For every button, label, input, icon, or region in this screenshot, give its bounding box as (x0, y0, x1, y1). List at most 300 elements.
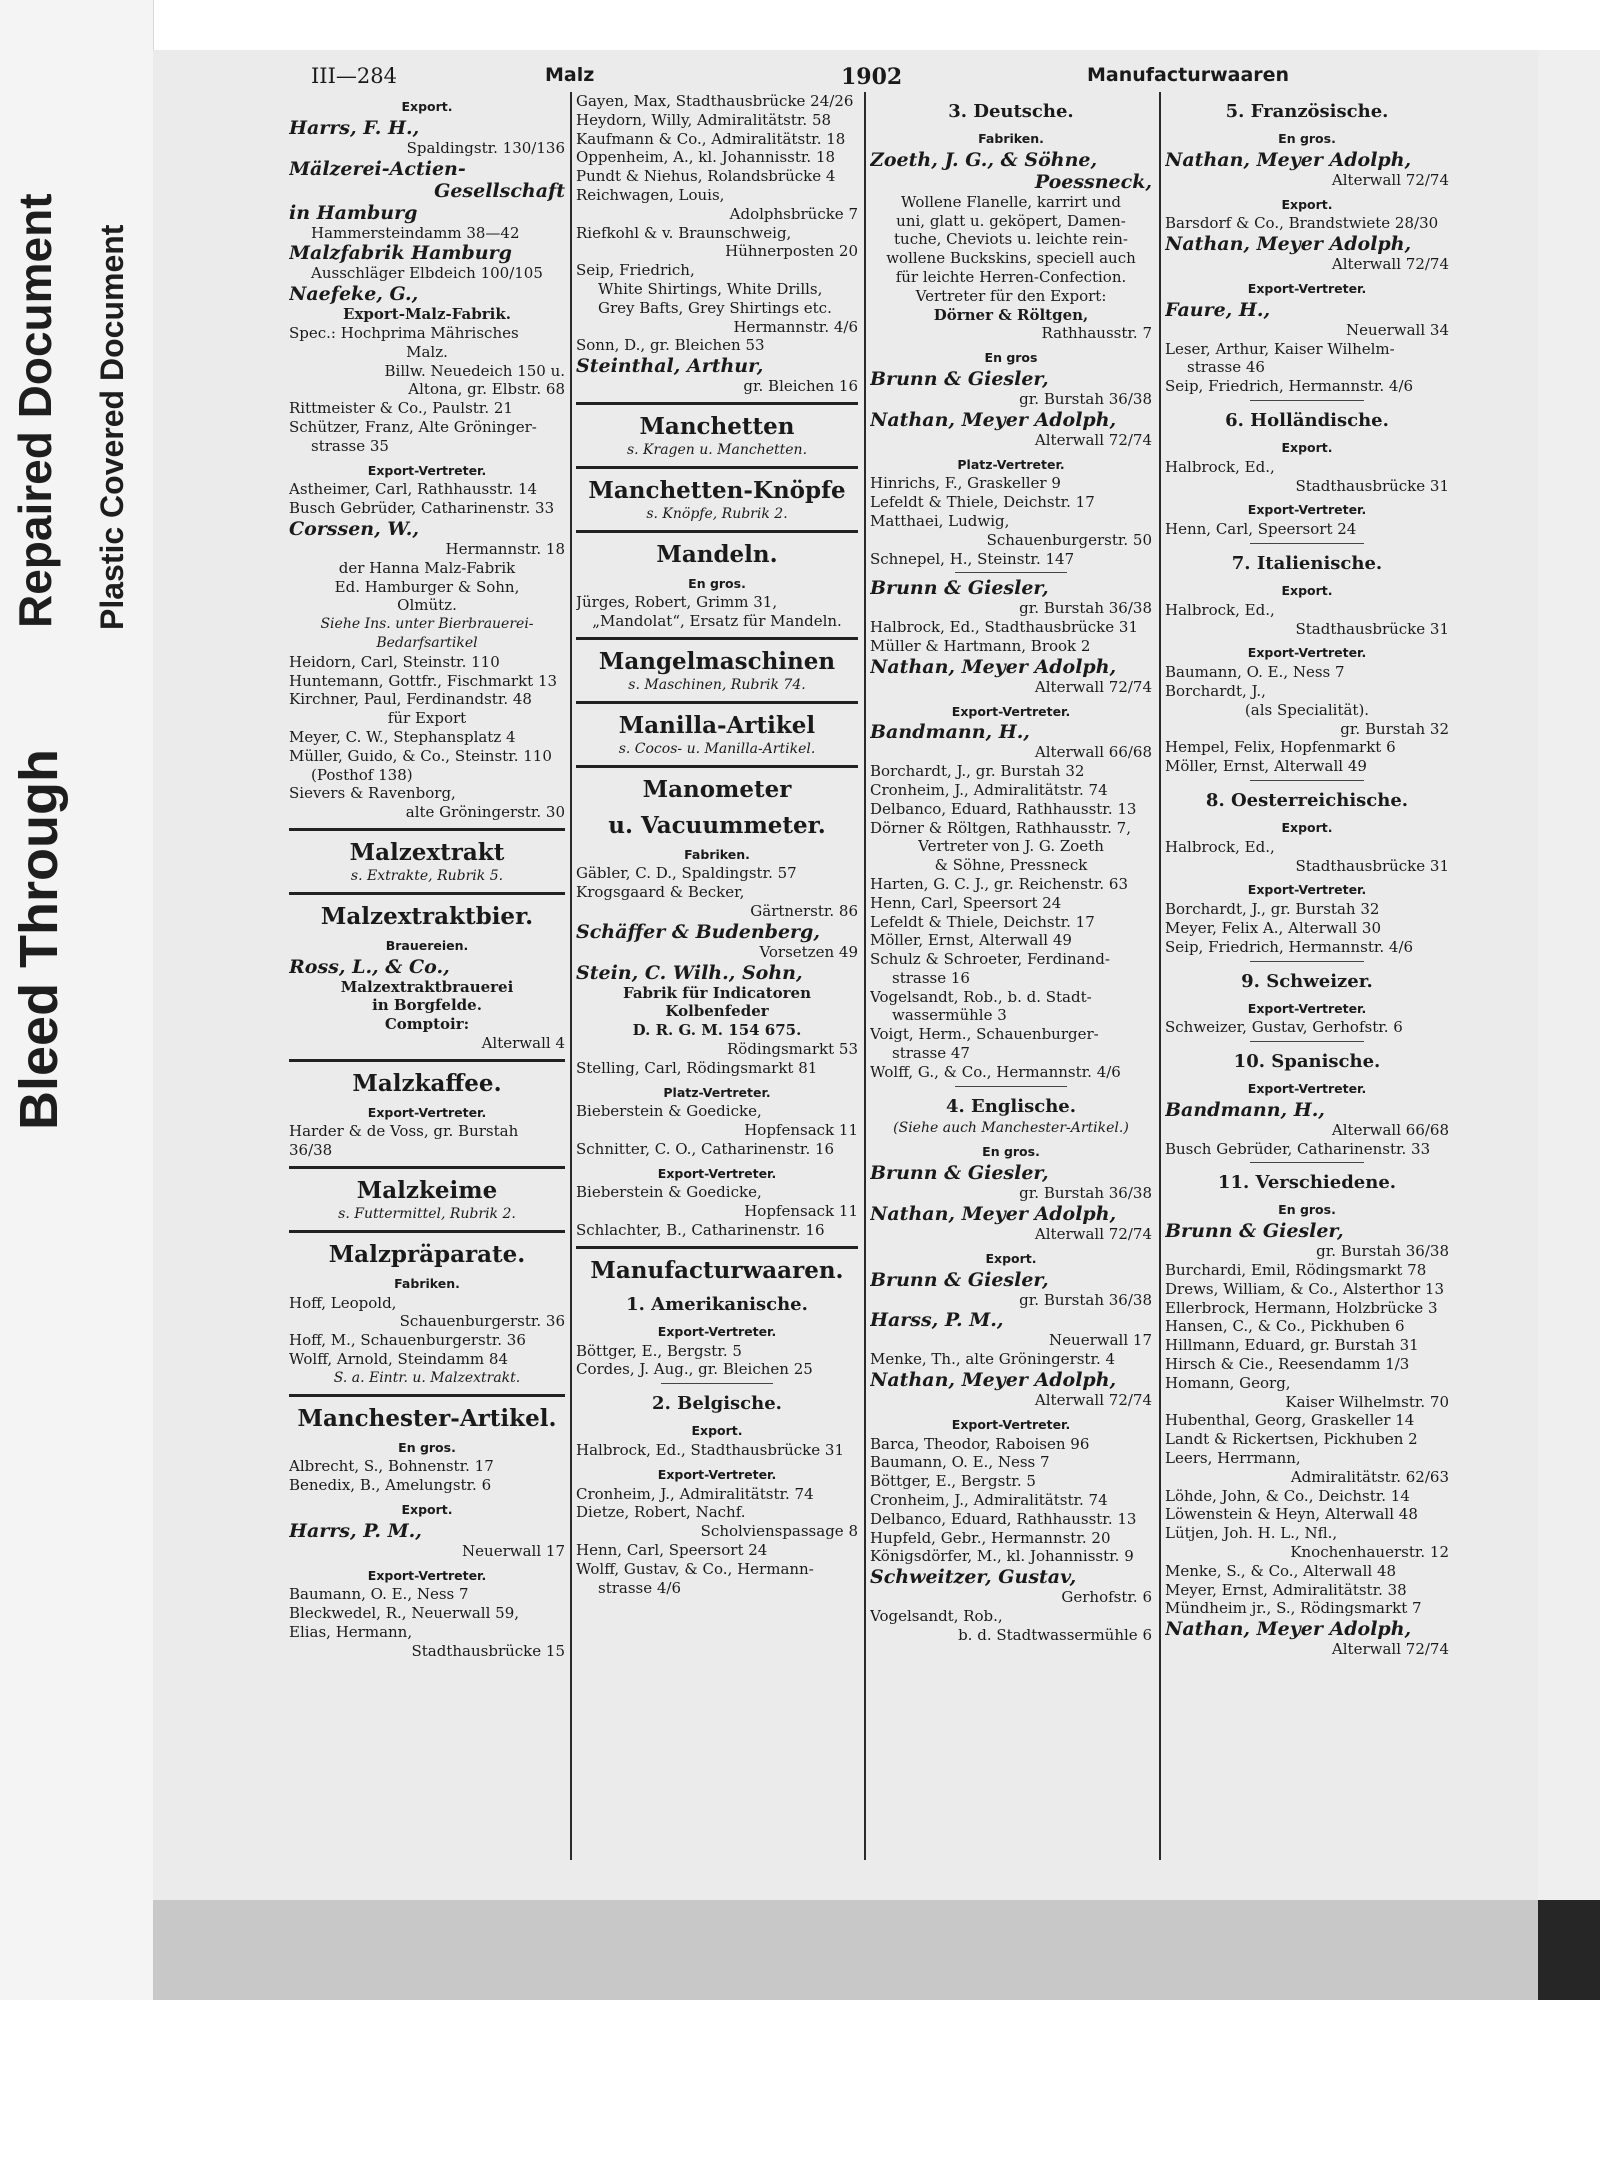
directory-entry: Baumann, O. E., Ness 7 (1165, 663, 1345, 682)
column-rule (1159, 92, 1161, 1860)
directory-entry: Export. (1281, 196, 1333, 212)
section-heading: 2. Belgische. (652, 1393, 782, 1415)
directory-entry: Königsdörfer, M., kl. Johannisstr. 9 (870, 1547, 1134, 1566)
section-rule (576, 701, 858, 704)
directory-entry: Lefeldt & Thiele, Deichstr. 17 (870, 912, 1095, 931)
directory-entry: Oppenheim, A., kl. Johannisstr. 18 (576, 148, 836, 167)
section-rule (576, 402, 858, 405)
directory-entry: strasse 47 (892, 1044, 970, 1063)
directory-entry: Lefeldt & Thiele, Deichstr. 17 (870, 493, 1095, 512)
directory-entry: Halbrock, Ed., Stadthausbrücke 31 (576, 1441, 845, 1460)
page-year: 1902 (841, 64, 903, 90)
directory-entry: alte Gröningerstr. 30 (405, 803, 565, 822)
directory-entry: Gäbler, C. D., Spaldingstr. 57 (576, 864, 797, 883)
section-heading: Malzextraktbier. (320, 902, 534, 930)
directory-entry: Sonn, D., gr. Bleichen 53 (576, 336, 765, 355)
directory-entry: Meyer, Felix A., Alterwall 30 (1165, 918, 1382, 937)
directory-entry: Export-Vertreter. (1247, 645, 1367, 661)
directory-entry: Meyer, Ernst, Admiralitätstr. 38 (1165, 1580, 1407, 1599)
directory-entry: Alterwall 66/68 (1331, 1120, 1449, 1139)
directory-entry: Löhde, John, & Co., Deichstr. 14 (1165, 1486, 1410, 1505)
page-keyword-left: Malz (545, 64, 595, 86)
directory-entry: Export. (985, 1250, 1037, 1266)
directory-entry: Barca, Theodor, Raboisen 96 (870, 1434, 1090, 1453)
directory-entry: Admiralitätstr. 62/63 (1290, 1467, 1449, 1486)
directory-entry: Halbrock, Ed., (1165, 837, 1275, 856)
column-3 (870, 92, 1152, 1860)
section-heading: 10. Spanische. (1233, 1051, 1381, 1073)
directory-entry: Fabriken. (684, 846, 750, 862)
section-rule (289, 1166, 565, 1169)
directory-entry: gr. Burstah 32 (1340, 719, 1449, 738)
directory-entry: Kirchner, Paul, Ferdinandstr. 48 (289, 690, 532, 709)
section-heading: 5. Französische. (1225, 101, 1389, 122)
directory-entry: in Hamburg (289, 201, 418, 224)
directory-entry: Hinrichs, F., Graskeller 9 (870, 474, 1061, 493)
directory-entry: Gärtnerstr. 86 (750, 901, 858, 920)
directory-entry: Export-Vertreter. (1247, 280, 1367, 296)
directory-entry: Seip, Friedrich, (576, 261, 695, 280)
directory-entry: Rittmeister & Co., Paulstr. 21 (289, 399, 513, 418)
directory-entry: Hoff, M., Schauenburgerstr. 36 (289, 1331, 526, 1350)
directory-entry: Olmütz. (397, 596, 457, 615)
directory-entry: Dörner & Röltgen, (933, 305, 1089, 324)
directory-entry: Harss, P. M., (870, 1309, 1004, 1332)
section-rule (661, 1383, 774, 1384)
directory-entry: Reichwagen, Louis, (576, 185, 725, 204)
directory-page (153, 50, 1541, 1900)
directory-entry: Rödingsmarkt 53 (727, 1039, 858, 1058)
directory-entry: Platz-Vertreter. (957, 456, 1065, 472)
directory-entry: Knochenhauerstr. 12 (1290, 1543, 1449, 1562)
directory-entry: Leser, Arthur, Kaiser Wilhelm- (1165, 339, 1395, 358)
section-heading: Manufacturwaaren. (590, 1256, 844, 1284)
directory-entry: Müller, Guido, & Co., Steinstr. 110 (289, 746, 552, 765)
directory-entry: Benedix, B., Amelungstr. 6 (289, 1476, 492, 1495)
directory-entry: Alterwall 66/68 (1034, 743, 1152, 762)
directory-entry: in Borgfelde. (372, 996, 482, 1015)
directory-entry: Export. (1281, 439, 1333, 455)
directory-entry: Brunn & Giesler, (1165, 1220, 1344, 1243)
directory-entry: Astheimer, Carl, Rathhausstr. 14 (289, 480, 538, 499)
directory-entry: Alterwall 72/74 (1034, 1391, 1152, 1410)
directory-entry: Wolff, Gustav, & Co., Hermann- (576, 1559, 814, 1578)
directory-entry: s. Futtermittel, Rubrik 2. (338, 1206, 516, 1223)
label-bleed-through: Bleed Through (9, 749, 69, 1130)
directory-entry: Borchardt, J., gr. Burstah 32 (870, 762, 1085, 781)
directory-entry: Export-Vertreter. (657, 1165, 777, 1181)
section-rule (289, 892, 565, 895)
directory-entry: Henn, Carl, Speersort 24 (1165, 520, 1357, 539)
directory-entry: tuche, Cheviots u. leichte rein- (894, 230, 1128, 249)
directory-entry: Hühnerposten 20 (725, 242, 858, 261)
directory-entry: Export-Vertreter. (951, 703, 1071, 719)
directory-entry: Sievers & Ravenborg, (289, 784, 456, 803)
directory-entry: D. R. G. M. 154 675. (632, 1021, 802, 1040)
directory-entry: Bieberstein & Goedicke, (576, 1102, 762, 1121)
directory-entry: Hirsch & Cie., Reesendamm 1/3 (1165, 1355, 1410, 1374)
directory-entry: S. a. Eintr. u. Malzextrakt. (333, 1369, 521, 1386)
section-heading: Malzkeime (356, 1177, 498, 1205)
directory-entry: Voigt, Herm., Schauenburger- (870, 1025, 1099, 1044)
directory-entry: Möller, Ernst, Alterwall 49 (870, 931, 1072, 950)
directory-entry: Seip, Friedrich, Hermannstr. 4/6 (1165, 377, 1414, 396)
directory-entry: Export-Vertreter. (1247, 1000, 1367, 1016)
directory-entry: s. Kragen u. Manchetten. (626, 441, 808, 458)
column-4 (1165, 92, 1449, 1860)
directory-entry: gr. Burstah 36/38 (1019, 599, 1152, 618)
directory-entry: Hansen, C., & Co., Pickhuben 6 (1165, 1317, 1405, 1336)
section-heading: 8. Oesterreichische. (1205, 789, 1409, 811)
directory-entry: (Posthof 138) (311, 765, 413, 784)
directory-entry: Neuerwall 17 (462, 1541, 565, 1560)
label-plastic-covered-document: Plastic Covered Document (94, 224, 130, 630)
directory-entry: Alterwall 72/74 (1331, 1640, 1449, 1659)
section-heading: Manilla-Artikel (618, 711, 816, 739)
directory-entry: Busch Gebrüder, Catharinenstr. 33 (1165, 1139, 1431, 1158)
directory-entry: Mündheim jr., S., Rödingsmarkt 7 (1165, 1599, 1422, 1618)
directory-entry: Brunn & Giesler, (870, 577, 1049, 600)
directory-entry: Brunn & Giesler, (870, 1268, 1049, 1291)
directory-entry: Export-Vertreter. (657, 1323, 777, 1339)
directory-entry: Schäffer & Budenberg, (576, 920, 820, 943)
directory-entry: Hopfensack 11 (744, 1121, 858, 1140)
directory-entry: Delbanco, Eduard, Rathhausstr. 13 (870, 1509, 1137, 1528)
directory-entry: En gros (984, 350, 1038, 366)
directory-entry: für Export (387, 709, 467, 728)
directory-entry: Hempel, Felix, Hopfenmarkt 6 (1165, 738, 1396, 757)
directory-entry: Burchardi, Emil, Rödingsmarkt 78 (1165, 1261, 1427, 1280)
directory-entry: Pundt & Niehus, Rolandsbrücke 4 (576, 167, 836, 186)
directory-entry: Vertreter für den Export: (915, 286, 1107, 305)
directory-entry: Kaiser Wilhelmstr. 70 (1285, 1392, 1449, 1411)
section-heading: Mandeln. (656, 540, 778, 568)
directory-entry: Drews, William, & Co., Alsterthor 13 (1165, 1279, 1445, 1298)
directory-entry: Schauenburgerstr. 50 (986, 530, 1152, 549)
directory-entry: Neuerwall 17 (1049, 1331, 1152, 1350)
section-rule (576, 530, 858, 533)
directory-entry: wassermühle 3 (892, 1006, 1007, 1025)
directory-entry: Möller, Ernst, Alterwall 49 (1165, 757, 1367, 776)
directory-entry: Cronheim, J., Admiralitätstr. 74 (870, 780, 1108, 799)
section-rule (289, 1059, 565, 1062)
adjacent-page-strip (1538, 50, 1600, 2000)
directory-entry: Alterwall 72/74 (1034, 1225, 1152, 1244)
directory-entry: Export. (1281, 582, 1333, 598)
directory-entry: Export-Vertreter. (367, 1104, 487, 1120)
directory-entry: Dietze, Robert, Nachf. (576, 1503, 746, 1522)
directory-entry: Ross, L., & Co., (289, 955, 450, 978)
directory-entry: Schweizer, Gustav, Gerhofstr. 6 (1165, 1018, 1403, 1037)
directory-entry: Borchardt, J., gr. Burstah 32 (1165, 900, 1380, 919)
directory-entry: Hoff, Leopold, (289, 1293, 397, 1312)
directory-entry: Schlachter, B., Catharinenstr. 16 (576, 1221, 825, 1240)
column-rule (864, 92, 866, 1860)
annotation-sidebar (0, 0, 154, 2000)
directory-entry: gr. Bleichen 16 (743, 377, 858, 396)
scanned-page (153, 50, 1600, 2000)
directory-entry: Malzextraktbrauerei (340, 977, 514, 996)
directory-entry: Schulz & Schroeter, Ferdinand- (870, 950, 1110, 969)
directory-entry: (als Specialität). (1244, 700, 1370, 719)
directory-entry: Nathan, Meyer Adolph, (870, 408, 1117, 431)
section-rule (955, 1086, 1068, 1087)
directory-entry: Hillmann, Eduard, gr. Burstah 31 (1165, 1336, 1419, 1355)
directory-entry: Alterwall 4 (481, 1033, 565, 1052)
directory-entry: En gros. (398, 1439, 456, 1455)
directory-entry: Schweitzer, Gustav, (870, 1566, 1077, 1589)
directory-entry: Brunn & Giesler, (870, 367, 1049, 390)
directory-entry: Heidorn, Carl, Steinstr. 110 (289, 652, 500, 671)
directory-entry: Stadthausbrücke 31 (1295, 619, 1449, 638)
directory-entry: Comptoir: (384, 1015, 470, 1034)
directory-entry: Export-Vertreter. (1247, 502, 1367, 518)
directory-entry: s. Knöpfe, Rubrik 2. (646, 505, 788, 522)
directory-entry: Lütjen, Joh. H. L., Nfl., (1165, 1524, 1338, 1543)
directory-entry: Meyer, C. W., Stephansplatz 4 (289, 727, 516, 746)
directory-entry: Böttger, E., Bergstr. 5 (870, 1472, 1036, 1491)
directory-entry: Henn, Carl, Speersort 24 (576, 1541, 768, 1560)
directory-entry: Nathan, Meyer Adolph, (870, 1203, 1117, 1226)
directory-entry: Corssen, W., (289, 517, 419, 540)
directory-entry: Albrecht, S., Bohnenstr. 17 (289, 1457, 494, 1476)
directory-entry: wollene Buckskins, speciell auch (886, 249, 1136, 268)
directory-entry: En gros. (982, 1144, 1040, 1160)
directory-entry: Menke, Th., alte Gröningerstr. 4 (870, 1350, 1116, 1369)
directory-entry: Stein, C. Wilh., Sohn, (576, 961, 803, 984)
section-rule (289, 1230, 565, 1233)
strip-shadow (1538, 1900, 1600, 2000)
directory-entry: Vertreter von J. G. Zoeth (918, 837, 1104, 856)
directory-entry: Nathan, Meyer Adolph, (870, 1369, 1117, 1392)
directory-entry: Rathhausstr. 7 (1041, 324, 1152, 343)
directory-entry: Harder & de Voss, gr. Burstah 36/38 (289, 1122, 519, 1160)
section-rule (1250, 780, 1364, 781)
section-heading: 6. Holländische. (1225, 409, 1389, 431)
directory-entry: Schauenburgerstr. 36 (399, 1312, 565, 1331)
section-rule (576, 466, 858, 469)
directory-entry: Stadthausbrücke 31 (1295, 856, 1449, 875)
directory-entry: Krogsgaard & Becker, (576, 883, 745, 902)
column-1 (289, 92, 565, 1860)
directory-entry: Schützer, Franz, Alte Gröninger- (289, 417, 537, 436)
section-heading: Mangelmaschinen (598, 647, 836, 675)
directory-entry: Alterwall 72/74 (1034, 430, 1152, 449)
directory-entry: Leers, Herrmann, (1165, 1449, 1301, 1468)
directory-entry: s. Maschinen, Rubrik 74. (628, 676, 806, 693)
directory-entry: Baumann, O. E., Ness 7 (289, 1585, 469, 1604)
section-heading: 9. Schweizer. (1241, 970, 1373, 992)
directory-entry: Faure, H., (1165, 298, 1271, 321)
directory-entry: Alterwall 72/74 (1331, 255, 1449, 274)
directory-entry: Export-Vertreter. (1247, 882, 1367, 898)
directory-entry: Stadthausbrücke 31 (1295, 476, 1449, 495)
directory-entry: Cronheim, J., Admiralitätstr. 74 (870, 1491, 1108, 1510)
directory-entry: Fabrik für Indicatoren (623, 983, 811, 1002)
directory-entry: Export-Vertreter. (657, 1466, 777, 1482)
label-repaired-document: Repaired Document (9, 193, 61, 628)
directory-entry: Fabriken. (978, 131, 1044, 146)
directory-entry: Hermannstr. 4/6 (733, 317, 858, 336)
directory-entry: „Mandolat“, Ersatz für Mandeln. (592, 612, 842, 631)
directory-entry: Kaufmann & Co., Admiralitätstr. 18 (576, 129, 846, 148)
directory-entry: s. Extrakte, Rubrik 5. (350, 867, 504, 884)
directory-entry: Brauereien. (385, 937, 469, 953)
directory-entry: Bleckwedel, R., Neuerwall 59, (289, 1604, 520, 1623)
page-keyword-right: Manufacturwaaren (1087, 64, 1290, 86)
section-heading: Manchetten-Knöpfe (588, 476, 846, 504)
directory-entry: uni, glatt u. geköpert, Damen- (896, 211, 1126, 230)
directory-entry: Barsdorf & Co., Brandstwiete 28/30 (1165, 214, 1439, 233)
section-heading: Manchetten (639, 412, 795, 440)
directory-entry: Kolbenfeder (665, 1002, 769, 1021)
directory-entry: En gros. (1278, 131, 1336, 146)
directory-entry: Bandmann, H., (1165, 1098, 1325, 1121)
directory-entry: Borchardt, J., (1165, 681, 1266, 700)
directory-entry: Halbrock, Ed., Stadthausbrücke 31 (870, 618, 1139, 637)
directory-entry: b. d. Stadtwassermühle 6 (958, 1625, 1152, 1644)
directory-entry: Gerhofstr. 6 (1061, 1588, 1152, 1607)
directory-entry: (Siehe auch Manchester-Artikel.) (893, 1119, 1129, 1136)
directory-entry: Harrs, P. M., (289, 1519, 422, 1542)
directory-entry: Ellerbrock, Hermann, Holzbrücke 3 (1165, 1298, 1438, 1317)
directory-entry: Export-Vertreter. (367, 462, 487, 478)
directory-entry: Scholvienspassage 8 (700, 1522, 858, 1541)
section-rule (1250, 961, 1364, 962)
section-rule (1250, 543, 1364, 544)
column-rule (570, 92, 572, 1860)
directory-entry: Stelling, Carl, Rödingsmarkt 81 (576, 1058, 818, 1077)
directory-entry: Vorsetzen 49 (759, 942, 858, 961)
directory-entry: Nathan, Meyer Adolph, (870, 655, 1117, 678)
section-heading: 4. Englische. (945, 1095, 1077, 1117)
directory-entry: Homann, Georg, (1165, 1373, 1291, 1392)
directory-entry: s. Cocos- u. Manilla-Artikel. (618, 740, 816, 757)
section-rule (576, 1246, 858, 1249)
section-heading: Malzpräparate. (328, 1240, 526, 1268)
directory-entry: Adolphsbrücke 7 (729, 204, 858, 223)
section-rule (1250, 1162, 1364, 1163)
section-heading: Malzkaffee. (352, 1069, 502, 1097)
directory-entry: gr. Burstah 36/38 (1019, 389, 1152, 408)
section-rule (289, 1394, 565, 1397)
directory-entry: Heydorn, Willy, Admiralitätstr. 58 (576, 110, 832, 129)
directory-entry: strasse 16 (892, 968, 970, 987)
section-heading: 1. Amerikanische. (626, 1293, 808, 1315)
section-rule (576, 637, 858, 640)
directory-entry: White Shirtings, White Drills, (598, 279, 823, 298)
directory-entry: Nathan, Meyer Adolph, (1165, 233, 1412, 256)
directory-entry: Hammersteindamm 38—42 (311, 223, 520, 242)
directory-entry: Export. (1281, 819, 1333, 835)
directory-entry: Baumann, O. E., Ness 7 (870, 1453, 1050, 1472)
directory-entry: Vogelsandt, Rob., (870, 1607, 1003, 1626)
directory-entry: Platz-Vertreter. (663, 1084, 771, 1100)
directory-entry: Ausschläger Elbdeich 100/105 (311, 264, 543, 283)
directory-entry: Ed. Hamburger & Sohn, (334, 577, 520, 596)
directory-entry: & Söhne, Pressneck (934, 856, 1088, 875)
section-heading: 3. Deutsche. (948, 101, 1074, 122)
directory-entry: Nathan, Meyer Adolph, (1165, 1618, 1412, 1641)
directory-entry: Hermannstr. 18 (445, 539, 565, 558)
directory-entry: Menke, S., & Co., Alterwall 48 (1165, 1561, 1397, 1580)
directory-entry: Cordes, J. Aug., gr. Bleichen 25 (576, 1360, 813, 1379)
directory-entry: Schnepel, H., Steinstr. 147 (870, 549, 1075, 568)
directory-entry: Alterwall 72/74 (1034, 677, 1152, 696)
directory-entry: Halbrock, Ed., (1165, 600, 1275, 619)
directory-entry: Schnitter, C. O., Catharinenstr. 16 (576, 1139, 835, 1158)
directory-entry: Naefeke, G., (289, 283, 419, 306)
directory-entry: Neuerwall 34 (1346, 320, 1449, 339)
directory-entry: Harten, G. C. J., gr. Reichenstr. 63 (870, 874, 1129, 893)
directory-entry: Huntemann, Gottfr., Fischmarkt 13 (289, 671, 558, 690)
directory-entry: Jürges, Robert, Grimm 31, (576, 593, 778, 612)
directory-entry: Grey Bafts, Grey Shirtings etc. (598, 298, 832, 317)
directory-entry: Harrs, F. H., (289, 116, 420, 139)
directory-entry: Bandmann, H., (870, 721, 1030, 744)
directory-entry: En gros. (1278, 1202, 1336, 1218)
directory-entry: Gayen, Max, Stadthausbrücke 24/26 (576, 92, 854, 110)
directory-entry: Export. (691, 1423, 743, 1439)
directory-entry: Export-Vertreter. (951, 1416, 1071, 1432)
directory-entry: gr. Burstah 36/38 (1019, 1290, 1152, 1309)
directory-entry: Bieberstein & Goedicke, (576, 1183, 762, 1202)
directory-entry: Cronheim, J., Admiralitätstr. 74 (576, 1484, 814, 1503)
section-heading: 11. Verschiedene. (1217, 1172, 1397, 1194)
directory-entry: Elias, Hermann, (289, 1623, 413, 1642)
directory-entry: Billw. Neuedeich 150 u. (384, 361, 565, 380)
directory-entry: Vogelsandt, Rob., b. d. Stadt- (870, 987, 1092, 1006)
section-rule (576, 765, 858, 768)
directory-entry: strasse 4/6 (598, 1578, 682, 1597)
directory-entry: Riefkohl & v. Braunschweig, (576, 223, 792, 242)
directory-entry: Export-Vertreter. (367, 1567, 487, 1583)
directory-entry: Hubenthal, Georg, Graskeller 14 (1165, 1411, 1415, 1430)
section-rule (955, 572, 1068, 573)
directory-entry: Brunn & Giesler, (870, 1162, 1049, 1185)
directory-entry: Export-Vertreter. (1247, 1081, 1367, 1097)
section-heading: 7. Italienische. (1231, 552, 1383, 574)
directory-entry: Steinthal, Arthur, (576, 355, 764, 378)
section-heading: u. Vacuummeter. (608, 811, 826, 839)
directory-entry: gr. Burstah 36/38 (1316, 1242, 1449, 1261)
directory-entry: strasse 35 (311, 436, 389, 455)
directory-entry: Stadthausbrücke 15 (411, 1641, 565, 1660)
page-number: III—284 (311, 64, 397, 88)
directory-entry: Export. (401, 99, 453, 114)
directory-entry: Bedarfsartikel (376, 634, 478, 651)
directory-entry: Busch Gebrüder, Catharinenstr. 33 (289, 499, 555, 518)
directory-entry: Wollene Flanelle, karrirt und (901, 192, 1121, 211)
column-2 (576, 92, 858, 1860)
section-rule (289, 828, 565, 831)
section-rule (1250, 400, 1364, 401)
section-heading: Malzextrakt (349, 838, 505, 866)
directory-entry: Löwenstein & Heyn, Alterwall 48 (1165, 1505, 1418, 1524)
directory-entry: Landt & Rickertsen, Pickhuben 2 (1165, 1430, 1418, 1449)
directory-entry: Müller & Hartmann, Brook 2 (870, 636, 1091, 655)
directory-entry: En gros. (688, 575, 746, 591)
directory-entry: Seip, Friedrich, Hermannstr. 4/6 (1165, 937, 1414, 956)
directory-entry: Malzfabrik Hamburg (289, 242, 512, 265)
directory-entry: Delbanco, Eduard, Rathhausstr. 13 (870, 799, 1137, 818)
section-rule (1250, 1041, 1364, 1042)
directory-entry: strasse 46 (1187, 358, 1265, 377)
directory-entry: Malz. (406, 342, 448, 361)
directory-entry: Mälzerei-Actien- (289, 157, 466, 180)
directory-entry: Alterwall 72/74 (1331, 170, 1449, 189)
section-heading: Manometer (642, 775, 792, 803)
